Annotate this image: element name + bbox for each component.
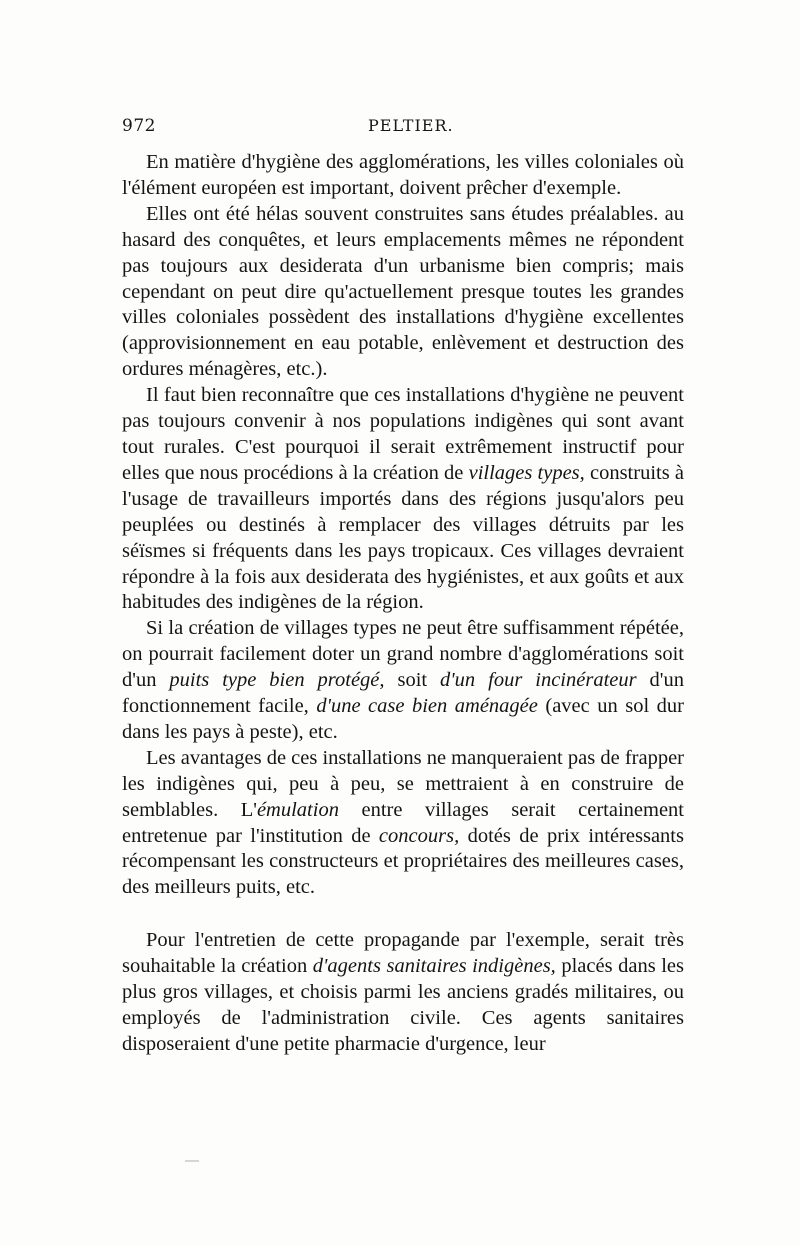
print-speck [185,1160,199,1162]
running-head: PELTIER. [368,116,454,135]
text-run: Si la création de villages types ne peut être suffisamment répétée, on pourrait facilement doter un grand nombre d'agglomérations soit d'un [122,617,684,692]
italic-text: puits type bien protégé, [169,669,385,692]
text-run: Elles ont été hélas souvent construites sans études préalables. au hasard des conquêtes, et leurs emplacements mêmes ne répondent pas toujours aux desiderata d'un urbanisme bien compris; mais cependant on peut dire qu'actuellement presque toutes les grandes villes coloniales possèdent des installations d'hygiène excellentes (approvisionnement en eau potable, enlèvement et destruction des ordures ménagères, etc.). [122,202,684,381]
page-header [122,116,682,146]
paragraph [122,150,684,202]
text-run: soit [384,669,441,692]
paragraph [122,616,684,746]
italic-text: concours, [378,824,460,847]
italic-text: d'agents sanitaires indigènes, [312,955,556,978]
text-run: (avec un sol dur dans les pays à peste), etc. [122,695,685,743]
paragraph [122,746,684,901]
page-number: 972 [122,116,156,136]
text-run: construits à l'usage de travailleurs importés dans des régions jusqu'alors peu peuplées ou destinés à remplacer des villages détruits par les séïsmes si fréquents dans les pays tropicaux. Ces villages devraient répondre à la fois aux desiderata des hygiénistes, et aux goûts et aux habitudes des indigènes de la région. [122,461,684,614]
text-run: d'un fonctionnement facile, [122,669,684,718]
italic-text: d'un four incinérateur [440,669,637,692]
text-run: Pour l'entretien de cette propagande par l'exemple, serait très souhaitable la création [122,929,684,978]
text-run: dotés de prix intéressants récompensant les constructeurs et propriétaires des meilleures cases, des meilleurs puits, etc. [122,824,684,899]
body-text [122,150,684,1058]
text-run: entre villages serait certainement entretenue par l'institution de [122,798,684,847]
italic-text: émulation [256,798,339,821]
paragraph [122,202,684,383]
text-run: Il faut bien reconnaître que ces installations d'hygiène ne peuvent pas toujours convenir à nos populations indigènes qui sont avant tout rurales. C'est pourquoi il serait extrêmement instructif pour elles que nous procédions à la création de [122,384,684,484]
paragraph [122,928,684,1058]
paragraph [122,383,684,616]
text-run: placés dans les plus gros villages, et choisis parmi les anciens gradés militaires, ou employés de l'administration civile. Ces agents sanitaires disposeraient d'une petite pharmacie d'urgence, leur [122,955,684,1055]
text-run: Les avantages de ces installations ne manqueraient pas de frapper les indigènes qui, peu à peu, se mettraient à en construire de semblables. L' [122,746,684,821]
text-run: En matière d'hygiène des agglomérations, les villes coloniales où l'élément européen est important, doivent prêcher d'exemple. [122,151,684,199]
italic-text: d'une case bien aménagée [316,695,538,718]
italic-text: villages types, [468,461,585,484]
